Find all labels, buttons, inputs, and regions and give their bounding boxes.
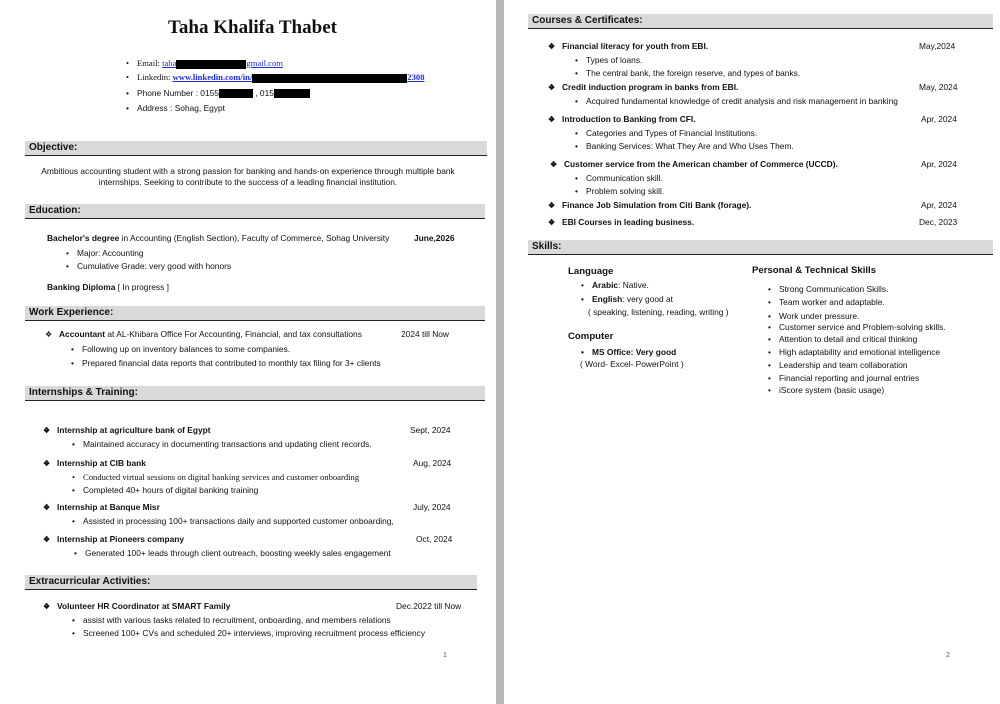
course-title: ❖ Introduction to Banking from CFI.	[562, 114, 696, 125]
personal-skill: • Attention to detail and critical thinking	[779, 334, 917, 345]
address-line: • Address : Sohag, Egypt	[137, 103, 225, 114]
internship-bullet: • Completed 40+ hours of digital banking training	[83, 485, 258, 496]
diploma-line: Banking Diploma [ In progress ]	[47, 282, 169, 292]
degree-date: June,2026	[414, 233, 455, 243]
redaction-bar	[274, 89, 310, 98]
redaction-bar	[252, 74, 407, 83]
skill-arabic: • Arabic: Native.	[592, 280, 649, 291]
skill-ms-office: • MS Office: Very good	[592, 347, 676, 358]
language-heading: Language	[568, 266, 614, 277]
course-title: ❖ Financial literacy for youth from EBI.	[562, 41, 708, 52]
course-bullet: • Banking Services: What They Are and Who Uses Them.	[586, 141, 794, 152]
course-title: ❖ Finance Job Simulation from Citi Bank (forage).	[562, 200, 751, 211]
courses-header: Courses & Certificates:	[528, 14, 993, 29]
course-bullet: • Types of loans.	[586, 55, 642, 66]
personal-skill: • iScore system (basic usage)	[779, 385, 884, 396]
course-date: May, 2024	[919, 82, 958, 92]
linkedin-link[interactable]: www.linkedin.com/in/ 2308	[172, 72, 425, 82]
personal-skill: • Work under pressure.	[779, 311, 859, 322]
redaction-bar	[219, 89, 253, 98]
course-date: Apr, 2024	[921, 159, 957, 169]
email-line: • Email: taha gmail.com	[137, 58, 283, 69]
course-bullet: • Categories and Types of Financial Institutions.	[586, 128, 757, 139]
internship-date: Sept, 2024	[410, 425, 451, 435]
education-major: • Major: Accounting	[77, 248, 144, 259]
resume-page-2	[504, 0, 1000, 704]
course-title: ❖ Credit induction program in banks from EBI.	[562, 82, 738, 93]
work-experience-header: Work Experience:	[25, 306, 485, 321]
course-bullet: • Problem solving skill.	[586, 186, 664, 197]
volunteer-bullet: • Screened 100+ CVs and scheduled 20+ interviews, improving recruitment process efficiency	[83, 628, 425, 639]
internship-bullet: • Conducted virtual sessions on digital banking services and customer onboarding	[83, 472, 359, 482]
course-bullet: • The central bank, the foreign reserve, and types of banks.	[586, 68, 800, 79]
work-bullet: • Following up on inventory balances to some companies.	[82, 344, 290, 355]
course-date: Dec, 2023	[919, 217, 958, 227]
page-number: 1	[443, 652, 447, 659]
work-bullet: • Prepared financial data reports that contributed to monthly tax filing for 3+ clients	[82, 358, 381, 369]
skill-ms-office-detail: ( Word- Excel- PowerPoint )	[580, 359, 684, 369]
personal-skill: • Customer service and Problem-solving skills.	[779, 322, 946, 333]
internship-bullet: • Assisted in processing 100+ transactions daily and supported customer onboarding,	[83, 516, 394, 527]
internship-bullet: • Generated 100+ leads through client outreach, boosting weekly sales engagement	[85, 548, 391, 559]
objective-header: Objective:	[25, 141, 487, 156]
personal-skill: • Strong Communication Skills.	[779, 284, 888, 295]
course-bullet: • Acquired fundamental knowledge of credit analysis and risk management in banking	[586, 96, 898, 107]
personal-skill: • Financial reporting and journal entries	[779, 373, 919, 384]
personal-skill: • Leadership and team collaboration	[779, 360, 908, 371]
volunteer-date: Dec.2022 till Now	[396, 601, 462, 611]
candidate-name: Taha Khalifa Thabet	[168, 17, 337, 38]
course-date: Apr, 2024	[921, 114, 957, 124]
skill-english: • English: very good at	[592, 294, 673, 305]
course-title: ❖ Customer service from the American chamber of Commerce (UCCD).	[564, 159, 838, 170]
skill-english-detail: ( speaking, listening, reading, writing )	[588, 307, 729, 317]
course-bullet: • Communication skill.	[586, 173, 663, 184]
internship-bullet: • Maintained accuracy in documenting transactions and updating client records.	[83, 439, 372, 450]
resume-page-1	[0, 0, 496, 704]
internship-date: Aug, 2024	[413, 458, 452, 468]
redaction-bar	[176, 60, 246, 69]
internship-date: Oct, 2024	[416, 534, 453, 544]
course-date: May,2024	[919, 41, 956, 51]
phone-line: • Phone Number : 0155 , 015	[137, 88, 310, 99]
internship-title: ❖ Internship at Pioneers company	[57, 534, 184, 545]
personal-skills-heading: Personal & Technical Skills	[752, 265, 877, 276]
personal-skill: • High adaptability and emotional intelligence	[779, 347, 940, 358]
volunteer-bullet: • assist with various tasks related to recruitment, onboarding, and members relations	[83, 615, 391, 626]
personal-skill: • Team worker and adaptable.	[779, 297, 885, 308]
objective-line-1: Ambitious accounting student with a strong passion for banking and hands-on experience through multiple bank	[41, 166, 455, 176]
work-date: 2024 till Now	[401, 329, 449, 339]
volunteer-role: ❖ Volunteer HR Coordinator at SMART Family	[57, 601, 230, 612]
extracurricular-header: Extracurricular Activities:	[25, 575, 477, 590]
email-link[interactable]: taha gmail.com	[162, 58, 283, 68]
internships-header: Internships & Training:	[25, 386, 485, 401]
linkedin-line: • Linkedin: www.linkedin.com/in/ 2308	[137, 72, 425, 83]
internship-title: ❖ Internship at CIB bank	[57, 458, 146, 469]
internship-date: July, 2024	[413, 502, 451, 512]
objective-line-2: internships. Seeking to contribute to the success of a leading financial institution.	[98, 177, 398, 187]
course-title: ❖ EBI Courses in leading business.	[562, 217, 694, 228]
course-date: Apr, 2024	[921, 200, 957, 210]
internship-title: ❖ Internship at agriculture bank of Egypt	[57, 425, 211, 436]
internship-title: ❖ Internship at Banque Misr	[57, 502, 160, 513]
page-number: 2	[946, 652, 950, 659]
skills-header: Skills:	[528, 240, 993, 255]
computer-heading: Computer	[568, 331, 614, 342]
education-header: Education:	[25, 204, 485, 219]
education-grade: • Cumulative Grade: very good with honors	[77, 261, 231, 272]
degree-line: Bachelor's degree in Accounting (English Section), Faculty of Commerce, Sohag University	[47, 233, 390, 243]
work-role: ❖ Accountant at AL-Khibara Office For Accounting, Financial, and tax consultations	[59, 329, 362, 340]
